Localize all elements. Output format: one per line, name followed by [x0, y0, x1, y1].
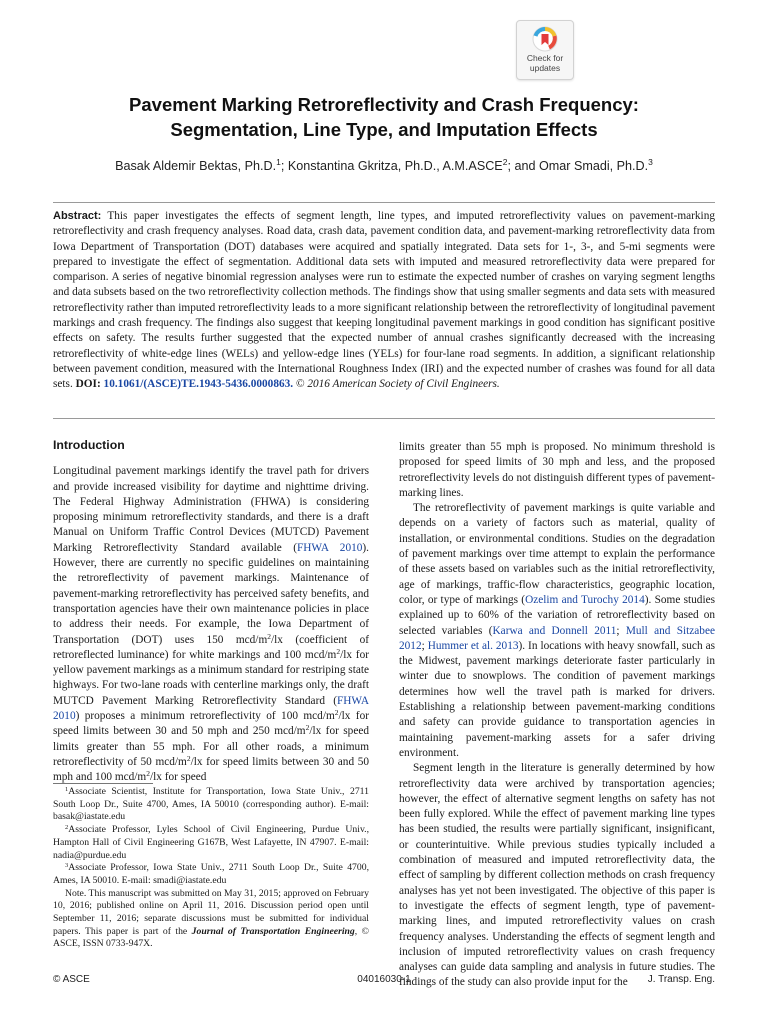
citation-link[interactable]: Ozelim and Turochy 2014	[525, 593, 645, 606]
right-paragraph-2	[399, 501, 715, 761]
text-run: The retroreflectivity of pavement markings is quite variable and depends on a variety of factors such as material, quality of installation, or environmental conditions. Studies on the degradation of pavement markings over time attempt to explain the performance of these assets based on variables such as the initial retroreflectivity, age of markings, traffic-flow characteristics, geographic location, color, or type of markings (	[399, 502, 715, 606]
check-for-updates-label: Check for updates	[526, 53, 564, 73]
doi-label: DOI:	[75, 378, 101, 391]
superscript: 2	[267, 631, 271, 641]
text-run: ;	[616, 624, 626, 637]
footnote-3	[53, 862, 369, 887]
text-run: /lx for yellow pavement markings as a minimum standard for restriping state highways. For two-lane roads with centerline markings only, the draft MUTCD Pavement Marking Retroreflectivity Standard (	[53, 648, 369, 707]
citation-link[interactable]: FHWA 2010	[296, 541, 363, 554]
doi-link[interactable]: 10.1061/(ASCE)TE.1943-5436.0000863.	[103, 378, 294, 391]
left-column	[53, 438, 369, 786]
author-3: Omar Smadi, Ph.D.	[538, 159, 649, 173]
text-run: /lx (coefficient of retroreflected luminance) for white markings and 100 mcd/m	[53, 633, 369, 661]
journal-name: Journal of Transportation Engineering	[191, 925, 355, 937]
abstract-bottom-rule	[53, 418, 715, 419]
note-text: Note. This manuscript was submitted on May 31, 2015; approved on February 10, 2016; published online on April 11, 2016. Discussion period open until September 11, 2016; separate discussions must be submitted for individual papers. This paper is part of the	[53, 887, 369, 937]
superscript: 2	[146, 769, 150, 779]
author-2: Konstantina Gkritza, Ph.D., A.M.ASCE	[287, 159, 503, 173]
check-for-updates-badge[interactable]	[516, 20, 574, 80]
abstract-top-rule	[53, 202, 715, 203]
footnote-mark: 2	[65, 824, 69, 832]
text-run: ). However, there are currently no specific guidelines on maintaining the retroreflectivity of pavement markings. Maintenance of pavement-marking retroreflectivity has perceived safety benefits, and transportation agencies have their own maintenance policies in place to address their needs. For example, the Iowa Department of Transportation (DOT) uses 150 mcd/m	[53, 541, 369, 646]
footnote-1	[53, 786, 369, 824]
citation-link[interactable]: Mull and Sitzabee 2012	[399, 624, 715, 652]
text-run: ;	[421, 639, 428, 652]
text-run: /lx for speed limits between 30 and 50 mph and 250 mcd/m	[53, 710, 369, 738]
author-3-affiliation-mark: 3	[648, 157, 653, 167]
footnote-text: Associate Scientist, Institute for Transportation, Iowa State Univ., 2711 South Loop Dr., Suite 4700, Ames, IA 50010 (corresponding author). E-mail: basak@iastate.edu	[53, 786, 369, 823]
author-separator: ;	[280, 159, 288, 173]
intro-paragraph-1	[53, 464, 369, 785]
note-text: , © ASCE, ISSN 0733-947X.	[53, 925, 369, 950]
footer-article-number: 04016030-1	[357, 974, 411, 985]
footnote-mark: 1	[65, 786, 69, 793]
footnote-text: Associate Professor, Lyles School of Civil Engineering, Purdue Univ., Hampton Hall of Civil Engineering G167B, West Lafayette, IN 47907. E-mail: nadia@purdue.edu	[53, 824, 369, 861]
superscript: 2	[186, 753, 191, 763]
right-column	[399, 440, 715, 991]
author-1: Basak Aldemir Bektas, Ph.D.	[115, 159, 277, 173]
crossmark-icon	[532, 26, 558, 52]
citation-link[interactable]: Karwa and Donnell 2011	[492, 624, 617, 637]
text-run: Longitudinal pavement markings identify the travel path for drivers and provide increased visibility for daytime and nighttime driving. The Federal Highway Administration (FHWA) is considering proposing minimum retroreflectivity standards, and there is a draft Manual on Uniform Traffic Control Devices (MUTCD) Pavement Marking Retroreflectivity Standard available (	[53, 465, 369, 554]
superscript: 2	[334, 708, 339, 718]
citation-link[interactable]: Hummer et al. 2013	[427, 639, 519, 652]
author-1-affiliation-mark: 1	[276, 157, 281, 167]
citation-link[interactable]: FHWA 2010	[53, 694, 369, 723]
footnote-mark: 3	[65, 862, 69, 870]
superscript: 2	[305, 723, 310, 733]
abstract	[53, 209, 715, 393]
text-run: /lx for speed limits between 30 and 50 mph and 100 mcd/m	[53, 755, 370, 784]
right-paragraph-3: Segment length in the literature is generally determined by how retroreflectivity data were archived by transportation agencies; however, the effect of alternative segment lengths on safety has not been fully explored. While the effect of pavement marking line types has been studied, the results were partially significant, insignificant, or counterintuitive. While previous studies typically included a combination of measured and imputed retroreflectivity data, the effect of sampling by different collection methods on crash frequency analyses has yet not been investigated. The objective of this paper is to investigate the effects of segment length, type of pavement-marking lines, and imputed retroreflectivity values on crash frequency analyses. Understanding the effects of segment length and inclusion of imputed retroreflectivity values on crash frequency analyses can guide data sampling and analysis in future studies. The findings of the study can also provide input for the	[399, 762, 715, 989]
footnote-text: Associate Professor, Iowa State Univ., 2711 South Loop Dr., Suite 4700, Ames, IA 50010. E-mail: smadi@iastate.edu	[53, 862, 369, 886]
footnotes	[53, 786, 369, 951]
author-2-affiliation-mark: 2	[502, 157, 508, 167]
text-run: /lx for speed	[149, 771, 207, 784]
footnote-2	[53, 824, 369, 862]
text-run: ) proposes a minimum retroreflectivity of 100 mcd/m	[75, 710, 335, 723]
footnote-rule	[53, 783, 153, 784]
text-run: ). Some studies explained up to 60% of the variation of retroreflectivity based on selected variables (	[399, 593, 715, 637]
author-separator: ; and	[507, 159, 539, 173]
author-list	[40, 158, 728, 174]
superscript: 2	[336, 646, 341, 656]
section-heading-introduction: Introduction	[53, 438, 125, 452]
paper-title	[40, 92, 728, 142]
title-line-1: Pavement Marking Retroreflectivity and Crash Frequency:	[129, 94, 639, 115]
text-run: /lx for speed limits greater than 55 mph. For all other roads, a minimum retroreflectivity of 50 mcd/m	[53, 725, 370, 768]
footer-journal-abbrev: J. Transp. Eng.	[647, 974, 715, 985]
copyright-notice: © 2016 American Society of Civil Engineers.	[295, 378, 500, 391]
abstract-label: Abstract:	[53, 210, 102, 222]
submission-note	[53, 888, 369, 952]
footer-publisher: © ASCE	[53, 974, 90, 985]
right-paragraph-1: limits greater than 55 mph is proposed. No minimum threshold is proposed for speed limits of 30 mph and less, and the proposed retroreflectivity levels do not distinguish different types of pavement-marking lines.	[399, 441, 715, 499]
title-line-2: Segmentation, Line Type, and Imputation Effects	[170, 119, 598, 140]
text-run: ). In locations with heavy snowfall, such as the Midwest, pavement markings deteriorate faster particularly in winter due to snowplows. The condition of pavement markings determines how well the travel path is marked for drivers. Establishing a relationship between pavement-marking conditions and safety can provide guidance to transportation agencies in maintaining pavement-marking assets for a safer driving environment.	[399, 639, 715, 759]
abstract-text: This paper investigates the effects of segment length, line types, and imputed retroreflectivity values on pavement-marking retroreflectivity and crash frequency analyses. Road data, crash data, pavement condition data, and pavement-marking retroreflectivity data from Iowa Department of Transportation (DOT) databases were acquired and spatially integrated. Data sets for 1-, 3-, and 5-mi segments were prepared to investigate the effect of segmentation. Additional data sets with imputed and measured retroreflectivity data were prepared for comparison. A series of negative binomial regression analyses were run to estimate the expected number of crashes on varying segment lengths and data subsets based on the two retroreflectivity collection methods. The findings show that using smaller segments and data sets with measured retroreflectivity rather than imputed retroreflectivity leads to a more significant relationship between the retroreflectivity of longitudinal pavement markings and crash frequency. The findings also suggest that keeping longitudinal pavement markings in good condition has significant positive effects on safety. The results further suggested that the expected number of annual crashes significantly decreased with the increasing retroreflectivity of white-edge lines (WELs) and yellow-edge lines (YELs) for four-lane road segments. In addition, a significant relationship between pavement condition, measured with the International Roughness Index (IRI) and the expected number of crashes was found for all data sets.	[53, 210, 715, 391]
